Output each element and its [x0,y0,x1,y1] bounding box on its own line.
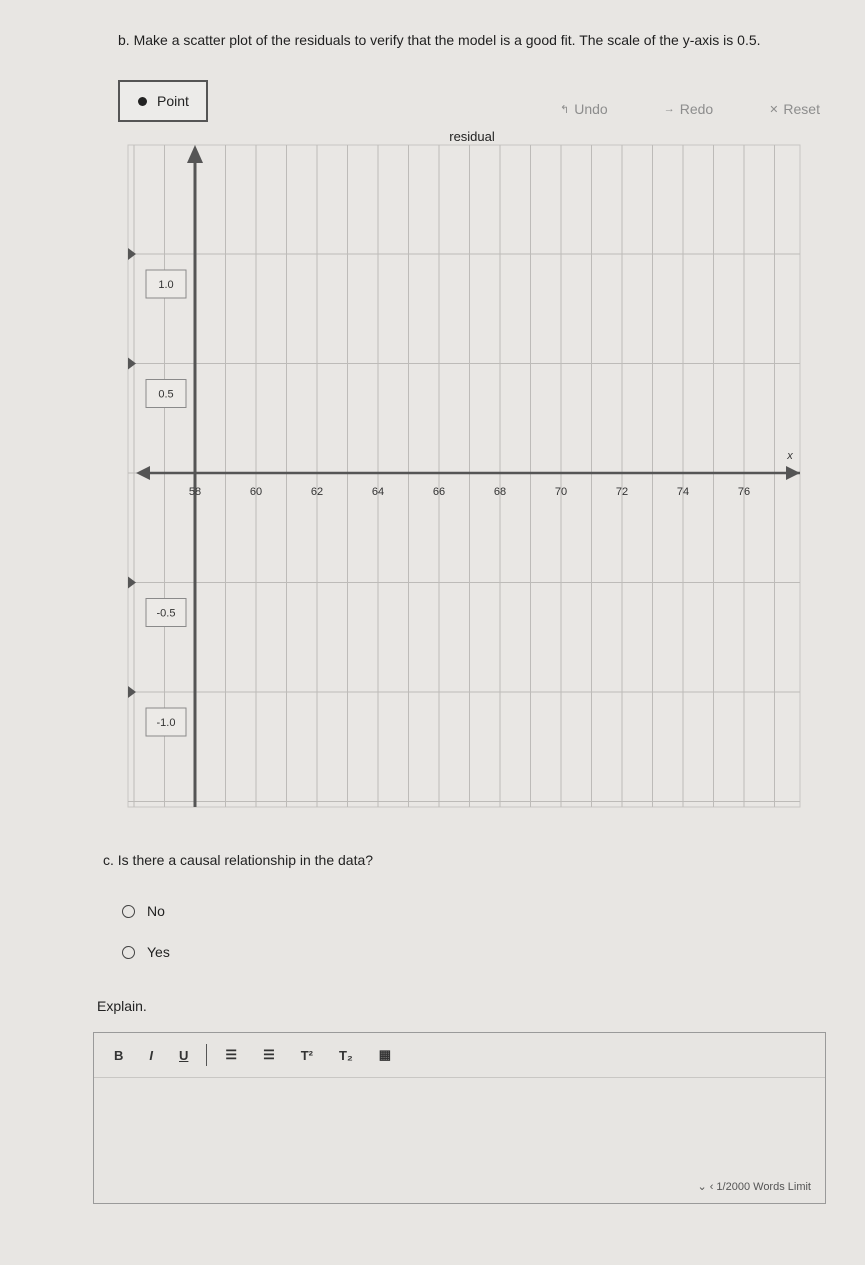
residual-graph[interactable] [120,125,810,815]
undo-arrow-icon: ↰ [560,103,570,116]
radio-label-no: No [147,903,165,919]
x-tick-label: 72 [615,486,629,498]
bullet-list-button[interactable]: ☰ [225,1047,238,1062]
x-tick-label: 58 [188,486,202,498]
point-dot-icon [138,97,147,106]
underline-button[interactable]: U [179,1047,189,1063]
editor-toolbar [94,1033,825,1078]
bold-button[interactable]: B [114,1047,124,1063]
graph-toolbar [560,101,820,117]
x-tick-label: 66 [432,486,446,498]
italic-button[interactable]: I [149,1047,154,1063]
x-tick-label: 62 [310,486,324,498]
redo-arrow-icon: → [663,103,675,115]
undo-label: Undo [574,101,608,117]
x-axis-label: x [787,450,793,462]
point-tool-label: Point [157,93,189,109]
point-tool-button[interactable] [118,80,208,122]
undo-button[interactable] [560,101,608,117]
question-c-text: c. Is there a causal relationship in the data? [103,852,374,868]
x-tick-label: 68 [493,486,507,498]
y-tick-label: 1.0 [158,279,174,291]
y-tick-label: -0.5 [156,607,176,620]
radio-circle-icon [122,905,135,918]
x-tick-label: 76 [737,486,751,498]
x-tick-label: 64 [371,486,385,498]
table-button[interactable]: ▦ [378,1047,392,1062]
y-tick-label: 0.5 [158,388,174,401]
redo-button[interactable] [664,101,713,117]
reset-label: Reset [783,101,820,117]
radio-option-yes[interactable] [122,944,170,960]
x-tick-label: 70 [554,486,568,498]
radio-label-yes: Yes [147,944,170,960]
explain-editor[interactable] [93,1032,826,1204]
radio-circle-icon [122,946,135,959]
explain-text-area[interactable] [94,1078,825,1172]
explain-label: Explain. [97,998,147,1014]
radio-option-no[interactable] [122,903,165,919]
reset-button[interactable] [769,101,820,117]
y-tick-label: -1.0 [156,717,176,729]
x-tick-label: 74 [676,486,690,498]
close-x-icon: ✕ [769,103,779,116]
graph-plot-area[interactable] [128,145,800,807]
redo-label: Redo [679,101,714,117]
superscript-button[interactable]: T² [300,1047,313,1063]
question-b-text: b. Make a scatter plot of the residuals to verify that the model is a good fit. The scale of the y-axis is 0.5. [118,32,761,48]
subscript-button[interactable]: T₂ [339,1047,353,1063]
x-tick-label: 60 [249,486,263,498]
y-axis-label: residual [449,129,495,144]
numbered-list-button[interactable]: ☰ [263,1047,275,1062]
word-limit-counter: ⌄ ‹ 1/2000 Words Limit [697,1181,811,1193]
toolbar-divider [206,1044,207,1066]
